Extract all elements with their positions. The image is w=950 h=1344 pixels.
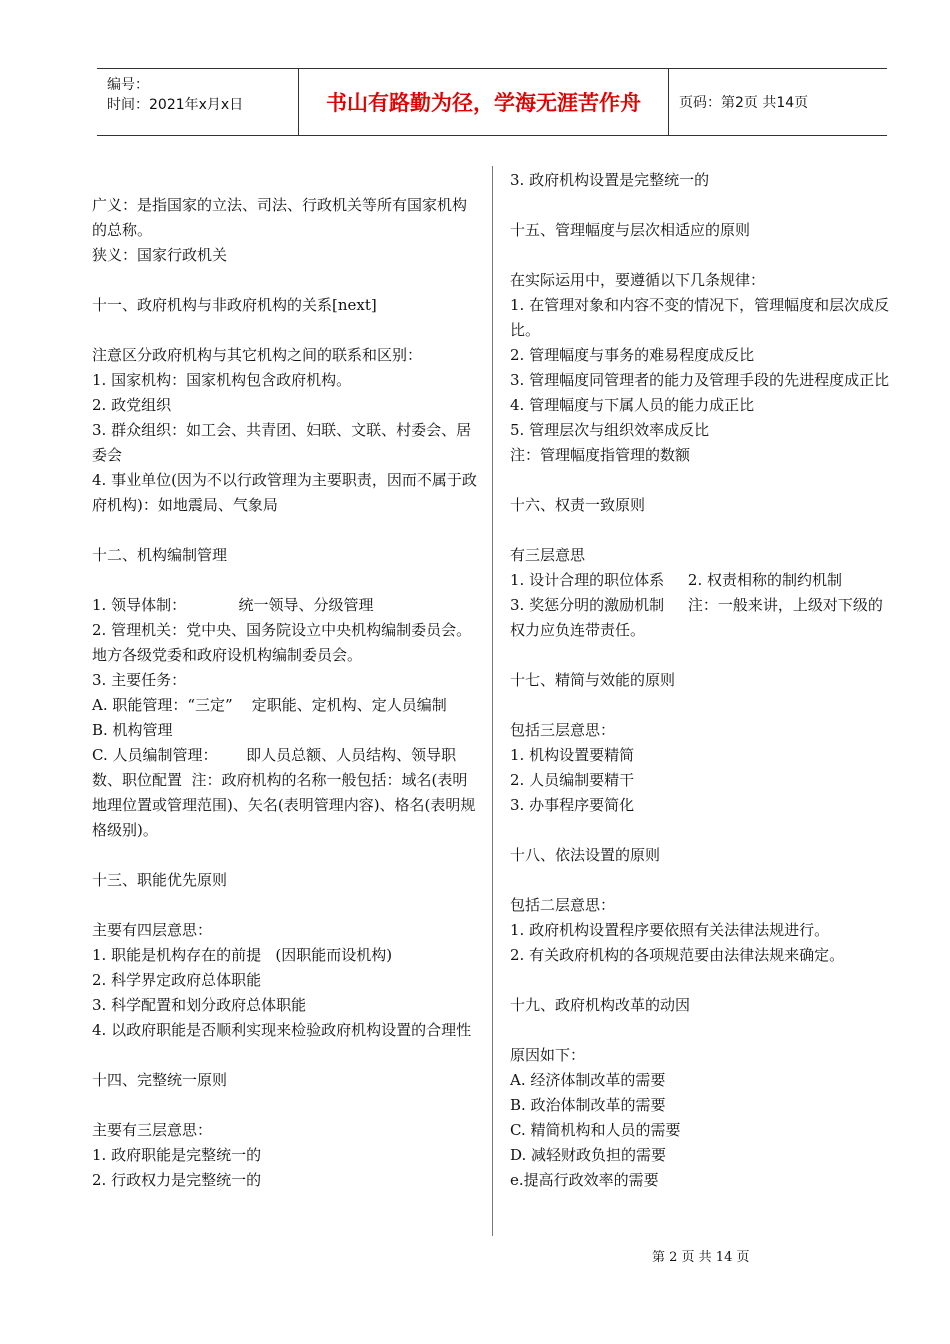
text-line: 1. 国家机构：国家机构包含政府机构。: [92, 371, 352, 389]
text-line: 1. 机构设置要精简: [510, 746, 635, 764]
text-line: 5. 管理层次与组织效率成反比: [510, 421, 710, 439]
text-line: 十三、职能优先原则: [92, 871, 228, 889]
text-line: 2. 管理机关：党中央、国务院设立中央机构编制委员会。 地方各级党委和政府设机构编制委员会。: [92, 621, 476, 664]
text-line: [510, 243, 895, 268]
document-header: [97, 68, 887, 136]
column-divider: [492, 166, 493, 1236]
text-line: D. 减轻财政负担的需要: [510, 1146, 667, 1164]
text-line: 包括三层意思：: [510, 721, 616, 739]
text-line: [92, 1093, 477, 1118]
text-line: A. 职能管理：“三定” 定职能、定机构、定人员编制: [92, 696, 447, 714]
text-line: 2. 政党组织: [92, 396, 172, 414]
text-line: 十一、政府机构与非政府机构的关系[next]: [92, 296, 377, 314]
text-line: [510, 968, 895, 993]
text-line: 2. 行政权力是完整统一的: [92, 1171, 262, 1189]
text-line: [510, 693, 895, 718]
text-line: 原因如下：: [510, 1046, 586, 1064]
text-line: 3. 办事程序要简化: [510, 796, 635, 814]
text-line: 3. 奖惩分明的激励机制 注：一般来讲，上级对下级的权力应负连带责任。: [510, 596, 883, 639]
text-line: 4. 事业单位(因为不以行政管理为主要职责，因而不属于政府机构)：如地震局、气象局: [92, 471, 477, 514]
text-line: 十六、权责一致原则: [510, 496, 646, 514]
text-line: [510, 818, 895, 843]
text-line: 十四、完整统一原则: [92, 1071, 228, 1089]
text-line: 狭义：国家行政机关: [92, 246, 228, 264]
text-line: 4. 管理幅度与下属人员的能力成正比: [510, 396, 755, 414]
text-line: 3. 管理幅度同管理者的能力及管理手段的先进程度成正比: [510, 371, 890, 389]
text-line: 十七、精简与效能的原则: [510, 671, 676, 689]
text-line: 注意区分政府机构与其它机构之间的联系和区别：: [92, 346, 423, 364]
text-line: 十八、依法设置的原则: [510, 846, 661, 864]
text-line: 有三层意思: [510, 546, 586, 564]
document-time-label: 时间：2021年x月x日: [107, 97, 244, 113]
text-line: 1. 在管理对象和内容不变的情况下，管理幅度和层次成反比。: [510, 296, 890, 339]
text-line: [510, 868, 895, 893]
text-line: [510, 518, 895, 543]
text-line: 包括二层意思：: [510, 896, 616, 914]
left-column: [92, 193, 477, 1193]
right-column: [510, 168, 895, 1193]
text-line: 主要有四层意思：: [92, 921, 213, 939]
text-line: 1. 设计合理的职位体系 2. 权责相称的制约机制: [510, 571, 843, 589]
text-line: 1. 政府机构设置程序要依照有关法律法规进行。: [510, 921, 830, 939]
text-line: 2. 人员编制要精干: [510, 771, 635, 789]
text-line: 注：管理幅度指管理的数额: [510, 446, 691, 464]
text-line: 十二、机构编制管理: [92, 546, 228, 564]
text-line: 3. 群众组织：如工会、共青团、妇联、文联、村委会、居委会: [92, 421, 472, 464]
text-line: [92, 518, 477, 543]
page-footer: 第 2 页 共 14 页: [652, 1250, 750, 1265]
text-line: 1. 职能是机构存在的前提 (因职能而设机构): [92, 946, 393, 964]
text-line: 2. 科学界定政府总体职能: [92, 971, 262, 989]
header-motto: 书山有路勤为径，学海无涯苦作舟: [299, 69, 669, 135]
text-line: 1. 领导体制： 统一领导、分级管理: [92, 596, 374, 614]
text-line: 在实际运用中，要遵循以下几条规律：: [510, 271, 766, 289]
text-line: [92, 268, 477, 293]
text-line: [92, 318, 477, 343]
document-number-label: 编号：: [107, 77, 149, 93]
text-line: [92, 568, 477, 593]
text-line: [510, 1018, 895, 1043]
text-line: [510, 193, 895, 218]
header-page-info: 页码：第2页 共14页: [679, 95, 809, 111]
text-line: 3. 政府机构设置是完整统一的: [510, 171, 710, 189]
text-line: 3. 科学配置和划分政府总体职能: [92, 996, 307, 1014]
text-line: C. 精简机构和人员的需要: [510, 1121, 681, 1139]
text-line: 2. 有关政府机构的各项规范要由法律法规来确定。: [510, 946, 845, 964]
text-line: [510, 643, 895, 668]
text-line: 2. 管理幅度与事务的难易程度成反比: [510, 346, 755, 364]
text-line: B. 政治体制改革的需要: [510, 1096, 666, 1114]
text-line: 广义：是指国家的立法、司法、行政机关等所有国家机构的总称。: [92, 196, 468, 239]
text-line: 主要有三层意思：: [92, 1121, 213, 1139]
text-line: 十九、政府机构改革的动因: [510, 996, 691, 1014]
text-line: 十五、管理幅度与层次相适应的原则: [510, 221, 751, 239]
text-line: A. 经济体制改革的需要: [510, 1071, 666, 1089]
text-line: [92, 843, 477, 868]
header-meta: [97, 69, 299, 135]
text-line: B. 机构管理: [92, 721, 173, 739]
text-line: 1. 政府职能是完整统一的: [92, 1146, 262, 1164]
text-line: 3. 主要任务：: [92, 671, 187, 689]
text-line: e.提高行政效率的需要: [510, 1171, 659, 1189]
text-line: [92, 1043, 477, 1068]
text-line: [510, 468, 895, 493]
text-line: 4. 以政府职能是否顺利实现来检验政府机构设置的合理性: [92, 1021, 472, 1039]
text-line: C. 人员编制管理： 即人员总额、人员结构、领导职数、职位配置 注：政府机构的名称一般包括：域名(表明地理位置或管理范围)、矢名(表明管理内容)、格名(表明规格级别)。: [92, 746, 476, 839]
text-line: [92, 893, 477, 918]
